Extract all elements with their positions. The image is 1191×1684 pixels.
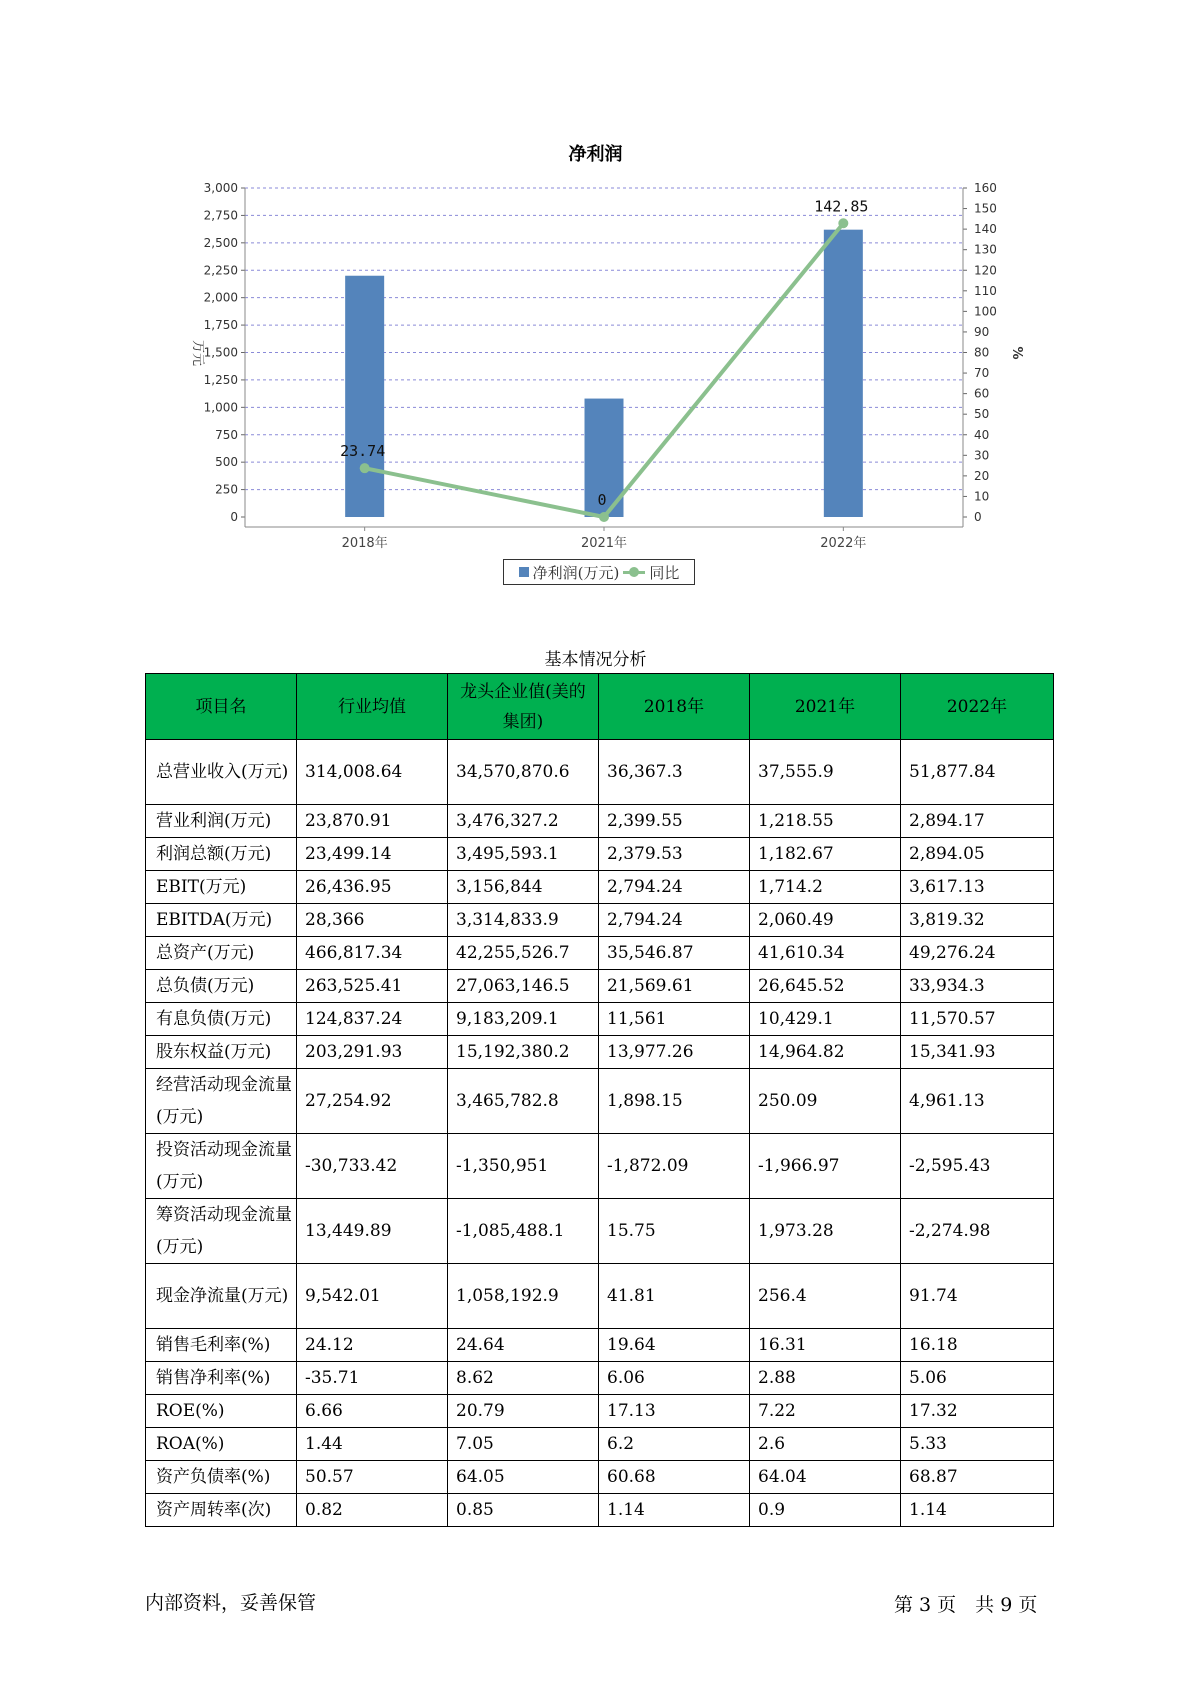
table-cell: 37,555.9 (750, 740, 901, 805)
row-label: 销售毛利率(%) (146, 1329, 297, 1362)
table-cell: -1,872.09 (599, 1134, 750, 1199)
table-cell: 0.85 (448, 1494, 599, 1527)
row-label: 销售净利率(%) (146, 1362, 297, 1395)
table-row (146, 904, 1054, 937)
y-tick-right-label: 90 (974, 324, 990, 339)
table-cell: 15,341.93 (901, 1036, 1054, 1069)
y-axis-right-label: % (1009, 346, 1024, 360)
header-2018: 2018年 (599, 674, 750, 740)
table-cell: 26,645.52 (750, 970, 901, 1003)
header-2021: 2021年 (750, 674, 901, 740)
table-cell: 33,934.3 (901, 970, 1054, 1003)
bar-2018年 (345, 276, 384, 517)
y-tick-right-label: 130 (974, 242, 997, 257)
y-tick-right-label: 40 (974, 427, 990, 442)
yoy-point (838, 218, 848, 228)
row-label: 现金净流量(万元) (146, 1264, 297, 1329)
yoy-data-label: 0 (597, 491, 607, 509)
table-cell: 17.13 (599, 1395, 750, 1428)
legend-bar-swatch (519, 567, 529, 577)
table-cell: 9,183,209.1 (448, 1003, 599, 1036)
x-tick-label: 2021年 (580, 536, 628, 551)
table-row (146, 1428, 1054, 1461)
table-cell: 91.74 (901, 1264, 1054, 1329)
table-cell: 1,058,192.9 (448, 1264, 599, 1329)
table-cell: 7.22 (750, 1395, 901, 1428)
table-cell: 36,367.3 (599, 740, 750, 805)
legend-label-yoy: 同比 (649, 563, 680, 582)
table-cell: 3,156,844 (448, 871, 599, 904)
table-cell: 24.12 (297, 1329, 448, 1362)
row-label: EBITDA(万元) (146, 904, 297, 937)
y-tick-left-label: 3,000 (203, 181, 238, 195)
table-cell: 2,399.55 (599, 805, 750, 838)
table-cell: 16.18 (901, 1329, 1054, 1362)
table-cell: 21,569.61 (599, 970, 750, 1003)
table-row (146, 970, 1054, 1003)
table-cell: 50.57 (297, 1461, 448, 1494)
table-cell: 2,379.53 (599, 838, 750, 871)
y-tick-right-label: 70 (974, 366, 990, 381)
footer-confidential-note: 内部资料，妥善保管 (145, 1592, 317, 1614)
table-cell: -1,350,951 (448, 1134, 599, 1199)
table-cell: 27,254.92 (297, 1069, 448, 1134)
table-cell: 6.2 (599, 1428, 750, 1461)
table-row (146, 1134, 1054, 1199)
table-row (146, 838, 1054, 871)
table-cell: 23,870.91 (297, 805, 448, 838)
table-cell: -2,274.98 (901, 1199, 1054, 1264)
y-axis-left-label: 万元 (190, 339, 205, 367)
yoy-data-label: 23.74 (340, 442, 386, 461)
table-cell: 68.87 (901, 1461, 1054, 1494)
legend-label-profit: 净利润(万元) (532, 563, 620, 582)
header-item-name: 项目名 (146, 674, 297, 740)
table-cell: 26,436.95 (297, 871, 448, 904)
y-tick-left-label: 0 (230, 510, 238, 524)
row-label: 股东权益(万元) (146, 1036, 297, 1069)
table-cell: 41,610.34 (750, 937, 901, 970)
y-tick-left-label: 2,000 (203, 290, 238, 305)
table-cell: 1,898.15 (599, 1069, 750, 1134)
y-tick-left-label: 1,000 (203, 400, 238, 415)
row-label: EBIT(万元) (146, 871, 297, 904)
table-cell: 13,977.26 (599, 1036, 750, 1069)
table-cell: 7.05 (448, 1428, 599, 1461)
yoy-data-label: 142.85 (814, 197, 869, 216)
y-tick-right-label: 10 (974, 489, 990, 504)
table-row (146, 805, 1054, 838)
footer-page-number: 第 3 页 共 9 页 (894, 1594, 1038, 1616)
table-cell: 3,495,593.1 (448, 838, 599, 871)
row-label: 营业利润(万元) (146, 805, 297, 838)
legend-line-swatch (623, 566, 645, 578)
table-cell: 2,894.17 (901, 805, 1054, 838)
table-cell: 2,894.05 (901, 838, 1054, 871)
x-tick-label: 2022年 (820, 536, 867, 551)
table-cell: 2,060.49 (750, 904, 901, 937)
table-cell: 41.81 (599, 1264, 750, 1329)
header-2022: 2022年 (901, 674, 1054, 740)
table-cell: -30,733.42 (297, 1134, 448, 1199)
table-cell: 3,819.32 (901, 904, 1054, 937)
table-cell: -35.71 (297, 1362, 448, 1395)
header-leader-value: 龙头企业值(美的集团) (448, 674, 599, 740)
y-tick-left-label: 750 (215, 427, 238, 442)
table-cell: 64.05 (448, 1461, 599, 1494)
table-cell: 24.64 (448, 1329, 599, 1362)
table-cell: 13,449.89 (297, 1199, 448, 1264)
y-tick-right-label: 30 (974, 448, 990, 463)
table-cell: 1,182.67 (750, 838, 901, 871)
table-cell: 256.4 (750, 1264, 901, 1329)
bar-2022年 (824, 230, 863, 517)
table-cell: 314,008.64 (297, 740, 448, 805)
table-cell: 17.32 (901, 1395, 1054, 1428)
row-label: 有息负债(万元) (146, 1003, 297, 1036)
y-tick-left-label: 250 (215, 482, 238, 497)
y-tick-right-label: 110 (974, 283, 997, 298)
row-label: 总负债(万元) (146, 970, 297, 1003)
table-header-row (146, 674, 1054, 740)
table-cell: 3,617.13 (901, 871, 1054, 904)
table-row (146, 1362, 1054, 1395)
row-label: ROA(%) (146, 1428, 297, 1461)
y-tick-right-label: 160 (974, 181, 997, 195)
basic-analysis-table (145, 673, 1054, 1527)
table-row (146, 1494, 1054, 1527)
table-row (146, 937, 1054, 970)
y-tick-right-label: 60 (974, 386, 990, 401)
table-cell: 250.09 (750, 1069, 901, 1134)
table-cell: 6.66 (297, 1395, 448, 1428)
table-cell: 27,063,146.5 (448, 970, 599, 1003)
table-cell: 2,794.24 (599, 904, 750, 937)
table-cell: 28,366 (297, 904, 448, 937)
table-cell: 203,291.93 (297, 1036, 448, 1069)
row-label: ROE(%) (146, 1395, 297, 1428)
header-industry-avg: 行业均值 (297, 674, 448, 740)
table-cell: 2.88 (750, 1362, 901, 1395)
table-cell: 2.6 (750, 1428, 901, 1461)
y-tick-right-label: 0 (974, 510, 982, 524)
row-label: 筹资活动现金流量(万元) (146, 1199, 297, 1264)
table-cell: 64.04 (750, 1461, 901, 1494)
table-cell: 0.82 (297, 1494, 448, 1527)
y-tick-left-label: 1,750 (203, 318, 238, 333)
table-cell: 6.06 (599, 1362, 750, 1395)
table-cell: 15,192,380.2 (448, 1036, 599, 1069)
y-tick-right-label: 150 (974, 201, 997, 216)
table-cell: 3,465,782.8 (448, 1069, 599, 1134)
y-tick-left-label: 2,500 (203, 235, 238, 250)
table-cell: 1,218.55 (750, 805, 901, 838)
table-cell: 263,525.41 (297, 970, 448, 1003)
row-label: 资产负债率(%) (146, 1461, 297, 1494)
y-tick-left-label: 1,500 (203, 345, 238, 360)
table-row (146, 1036, 1054, 1069)
y-tick-left-label: 1,250 (203, 372, 238, 387)
table-cell: 34,570,870.6 (448, 740, 599, 805)
row-label: 资产周转率(次) (146, 1494, 297, 1527)
table-cell: -1,085,488.1 (448, 1199, 599, 1264)
chart-legend (503, 559, 695, 585)
chart-title: 净利润 (568, 144, 623, 165)
table-cell: -1,966.97 (750, 1134, 901, 1199)
y-tick-right-label: 100 (974, 304, 997, 319)
table-cell: 1,714.2 (750, 871, 901, 904)
table-cell: 60.68 (599, 1461, 750, 1494)
y-tick-left-label: 2,250 (203, 263, 238, 278)
table-row (146, 1461, 1054, 1494)
table-cell: 3,314,833.9 (448, 904, 599, 937)
table-row (146, 1199, 1054, 1264)
table-cell: 0.9 (750, 1494, 901, 1527)
table-cell: 20.79 (448, 1395, 599, 1428)
y-tick-left-label: 2,750 (203, 208, 238, 223)
table-row (146, 1003, 1054, 1036)
table-body (146, 740, 1054, 1527)
table-cell: 124,837.24 (297, 1003, 448, 1036)
row-label: 经营活动现金流量(万元) (146, 1069, 297, 1134)
row-label: 利润总额(万元) (146, 838, 297, 871)
table-cell: 5.33 (901, 1428, 1054, 1461)
table-row (146, 1069, 1054, 1134)
row-label: 投资活动现金流量(万元) (146, 1134, 297, 1199)
net-profit-chart (0, 0, 1191, 600)
table-row (146, 740, 1054, 805)
x-tick-label: 2018年 (341, 536, 388, 551)
yoy-point (599, 512, 609, 522)
table-cell: 466,817.34 (297, 937, 448, 970)
table-row (146, 871, 1054, 904)
table-cell: 1.14 (599, 1494, 750, 1527)
table-cell: 2,794.24 (599, 871, 750, 904)
table-cell: 23,499.14 (297, 838, 448, 871)
y-tick-right-label: 120 (974, 263, 997, 278)
table-cell: 16.31 (750, 1329, 901, 1362)
table-cell: 11,570.57 (901, 1003, 1054, 1036)
table-cell: 3,476,327.2 (448, 805, 599, 838)
table-cell: 10,429.1 (750, 1003, 901, 1036)
y-tick-right-label: 80 (974, 345, 990, 360)
table-cell: 1,973.28 (750, 1199, 901, 1264)
y-tick-right-label: 20 (974, 468, 990, 483)
table-cell: 5.06 (901, 1362, 1054, 1395)
table-cell: 19.64 (599, 1329, 750, 1362)
table-cell: 51,877.84 (901, 740, 1054, 805)
table-cell: 1.44 (297, 1428, 448, 1461)
table-cell: 4,961.13 (901, 1069, 1054, 1134)
table-row (146, 1329, 1054, 1362)
table-cell: 15.75 (599, 1199, 750, 1264)
table-cell: 9,542.01 (297, 1264, 448, 1329)
row-label: 总资产(万元) (146, 937, 297, 970)
table-cell: 8.62 (448, 1362, 599, 1395)
table-cell: 11,561 (599, 1003, 750, 1036)
y-tick-right-label: 140 (974, 222, 997, 237)
y-tick-left-label: 500 (215, 455, 238, 470)
table-cell: -2,595.43 (901, 1134, 1054, 1199)
table-cell: 1.14 (901, 1494, 1054, 1527)
table-cell: 49,276.24 (901, 937, 1054, 970)
table-cell: 35,546.87 (599, 937, 750, 970)
row-label: 总营业收入(万元) (146, 740, 297, 805)
table-cell: 14,964.82 (750, 1036, 901, 1069)
table-row (146, 1264, 1054, 1329)
table-row (146, 1395, 1054, 1428)
yoy-point (360, 463, 370, 473)
table-cell: 42,255,526.7 (448, 937, 599, 970)
y-tick-right-label: 50 (974, 407, 990, 422)
table-caption: 基本情况分析 (544, 650, 647, 670)
